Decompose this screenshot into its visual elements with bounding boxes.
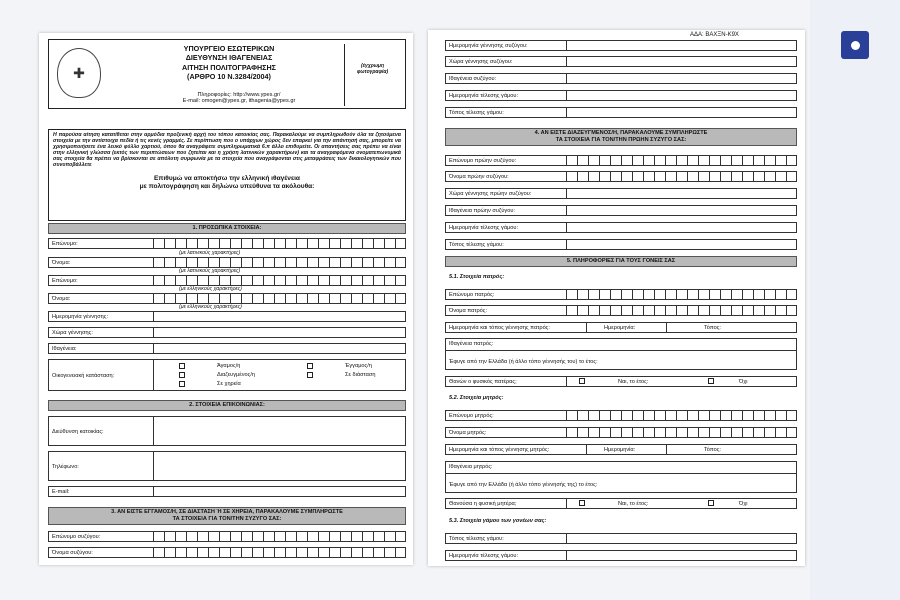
phone-field[interactable] (48, 451, 406, 481)
parents-marriage-date-label: Ημερομηνία τέλεσης γάμου: (449, 553, 518, 559)
section-3-line-1: 3. ΑΝ ΕΙΣΤΕ ΕΓΓΑΜΟΣ/Η, ΣΕ ΔΙΑΣΤΑΣΗ Ή ΣΕ ΧΗΡΕΙΑ, ΠΑΡΑΚΑΛΟΥΜΕ ΣΥΜΠΛΗΡΩΣΤΕ (111, 509, 343, 515)
marriage-date-label: Ημερομηνία τέλεσης γάμου: (449, 93, 518, 99)
spouse-dob-label: Ημερομηνία γέννησης συζύγου: (449, 43, 528, 49)
checkbox-separated[interactable] (307, 372, 313, 378)
email-field[interactable] (48, 486, 406, 497)
mother-subsection: 5.2. Στοιχεία μητρός: (449, 395, 504, 401)
father-nationality-box[interactable] (445, 338, 797, 370)
name-label: Όνομα: (52, 260, 71, 266)
checkbox-widowed[interactable] (179, 381, 185, 387)
mother-nationality-label: Ιθαγένεια μητρός: (449, 464, 493, 470)
directorate-name: ΔΙΕΥΘΥΝΣΗ ΙΘΑΓΕΝΕΙΑΣ (185, 53, 273, 63)
section-3-line-2: ΤΑ ΣΤΟΙΧΕΙΑ ΓΙΑ ΤΟΝ/ΤΗΝ ΣΥΖΥΓΟ ΣΑΣ: (172, 516, 282, 522)
form-title: ΑΙΤΗΣΗ ΠΟΛΙΤΟΓΡΑΦΗΣΗΣ (182, 62, 276, 72)
ex-marriage-place-label: Τόπος τέλεσης γάμου: (449, 242, 504, 248)
option-divorced: Διαζευγμένος/η (217, 372, 256, 378)
father-yes-checkbox[interactable] (579, 378, 585, 384)
father-no-checkbox[interactable] (708, 378, 714, 384)
form-page-2 (428, 30, 805, 566)
header-titles (129, 45, 329, 82)
father-left-label: Έφυγε από την Ελλάδα (ή άλλο τόπο γέννησής του) το έτος: (449, 359, 598, 365)
section-4-line-1: 4. ΑΝ ΕΙΣΤΕ ΔΙΑΖΕΥΓΜΕΝΟΣ/Η, ΠΑΡΑΚΑΛΟΥΜΕ ΣΥΜΠΛΗΡΩΣΤΕ (534, 130, 708, 136)
surname-latin-field[interactable] (48, 238, 406, 249)
marital-status-box (48, 359, 406, 391)
info-url: Πληροφορίες: http://www.ypes.gr/ (197, 92, 281, 98)
greek-note-2: (με ελληνικούς χαρακτήρες) (179, 304, 242, 310)
surname-greek-field[interactable] (48, 275, 406, 286)
ministry-name: ΥΠΟΥΡΓΕΙΟ ΕΣΩΤΕΡΙΚΩΝ (183, 44, 275, 53)
nationality-label: Ιθαγένεια: (52, 346, 77, 352)
law-article: (ΑΡΘΡΟ 10 Ν.3284/2004) (187, 71, 271, 81)
father-dob-place-field[interactable] (445, 322, 797, 333)
ex-marriage-date-field[interactable] (445, 222, 797, 233)
ex-marriage-date-label: Ημερομηνία τέλεσης γάμου: (449, 225, 518, 231)
parents-marriage-date-field[interactable] (445, 550, 797, 561)
mother-yes-checkbox[interactable] (579, 500, 585, 506)
father-deceased-label: Θανών ο φυσικός πατέρας; (449, 379, 517, 385)
instructions-box (48, 129, 406, 221)
father-deceased-field[interactable] (445, 376, 797, 387)
marriage-date-field[interactable] (445, 90, 797, 101)
father-subsection: 5.1. Στοιχεία πατρός: (449, 274, 505, 280)
parents-marriage-subsection: 5.3. Στοιχεία γάμου των γονέων σας: (449, 518, 547, 524)
photo-box: (έγχρωμη φωτογραφία) (344, 44, 400, 106)
contact-info (149, 92, 329, 105)
mother-surname-field[interactable] (445, 410, 797, 421)
option-widowed: Σε χηρεία (217, 381, 241, 387)
ex-country-label: Χώρα γέννησης πρώην συζύγου: (449, 191, 532, 197)
mother-date-label: Ημερομηνία: (604, 447, 636, 453)
mother-yes-label: Ναι, το έτος: (618, 501, 649, 507)
father-yes-label: Ναι, το έτος: (618, 379, 649, 385)
spouse-country-field[interactable] (445, 56, 797, 67)
section-5-title: 5. ΠΛΗΡΟΦΟΡΙΕΣ ΓΙΑ ΤΟΥΣ ΓΟΝΕΙΣ ΣΑΣ (445, 256, 797, 267)
menu-button[interactable] (841, 31, 869, 59)
mother-name-field[interactable] (445, 427, 797, 438)
mother-deceased-label: Θανούσα η φυσική μητέρα; (449, 501, 517, 507)
father-place-label: Τόπος: (704, 325, 721, 331)
mother-deceased-field[interactable] (445, 498, 797, 509)
option-separated: Σε διάσταση (345, 372, 376, 378)
form-header (48, 39, 406, 109)
latin-note-2: (με λατινικούς χαρακτήρες) (179, 268, 241, 274)
mother-no-checkbox[interactable] (708, 500, 714, 506)
father-name-label: Όνομα πατρός: (449, 308, 488, 314)
dob-field[interactable] (48, 311, 406, 322)
ex-marriage-place-field[interactable] (445, 239, 797, 250)
background-panel (810, 0, 900, 600)
birth-country-field[interactable] (48, 327, 406, 338)
mother-nationality-box[interactable] (445, 461, 797, 493)
checkbox-single[interactable] (179, 363, 185, 369)
greek-emblem-icon: ✚ (57, 48, 101, 98)
mother-no-label: Όχι (739, 501, 748, 507)
name-latin-field[interactable] (48, 257, 406, 268)
section-4-line-2: ΤΑ ΣΤΟΙΧΕΙΑ ΓΙΑ ΤΟΝ/ΤΗΝ ΠΡΩΗΝ ΣΥΖΥΓΟ ΣΑΣ: (555, 137, 687, 143)
spouse-name-field[interactable] (48, 547, 406, 558)
birth-country-label: Χώρα γέννησης: (52, 330, 93, 336)
dot-icon (851, 41, 860, 50)
ex-country-field[interactable] (445, 188, 797, 199)
name-greek-field[interactable] (48, 293, 406, 304)
mother-left-label: Έφυγε από την Ελλάδα (ή άλλο τόπο γέννησής της) το έτος: (449, 482, 598, 488)
parents-marriage-place-field[interactable] (445, 533, 797, 544)
option-single: Άγαμος/η (217, 363, 241, 369)
mother-dob-place-field[interactable] (445, 444, 797, 455)
email-label: E-mail: (52, 489, 70, 495)
address-label: Διεύθυνση κατοικίας: (52, 429, 104, 435)
mother-dob-place-label: Ημερομηνία και τόπος γέννησης μητρός: (449, 447, 550, 453)
spouse-country-label: Χώρα γέννησης συζύγου: (449, 59, 513, 65)
greek-note: (με ελληνικούς χαρακτήρες) (179, 286, 242, 292)
spouse-nationality-label: Ιθαγένεια συζύγου: (449, 76, 497, 82)
option-married: Έγγαμος/η (345, 363, 372, 369)
checkbox-divorced[interactable] (179, 372, 185, 378)
spouse-nationality-field[interactable] (445, 73, 797, 84)
ada-code: ΑΔΑ: ΒΑΧΞΝ-Κ9Χ (690, 32, 739, 38)
father-surname-field[interactable] (445, 289, 797, 300)
marital-label: Οικογενειακή κατάσταση: (52, 373, 115, 379)
ex-surname-field[interactable] (445, 155, 797, 166)
section-4-title (445, 128, 797, 146)
ex-surname-label: Επώνυμο πρώην συζύγου: (449, 158, 517, 164)
father-nationality-label: Ιθαγένεια πατρός: (449, 341, 494, 347)
checkbox-married[interactable] (307, 363, 313, 369)
phone-label: Τηλέφωνο: (52, 464, 79, 470)
address-field[interactable] (48, 416, 406, 446)
father-no-label: Όχι (739, 379, 748, 385)
ex-nationality-label: Ιθαγένεια πρώην συζύγου: (449, 208, 515, 214)
spouse-surname-field[interactable] (48, 531, 406, 542)
mother-place-label: Τόπος: (704, 447, 721, 453)
instructions-text: Η παρούσα αίτηση κατατίθεται στην αρμόδια προξενική αρχή του τόπου κατοικίας σας. Παρακαλούμε να συμπληρωθούν όλα τα ζητούμενα στοιχεία με την αντίστοιχα πεδία ή τις κενές γραμμές. Σε περίπτωση που ο υπάρχων χώρος δεν επαρκεί για την απάντησή σας, μπορείτε να χρησιμοποιήσετε ένα λευκό φύλλο χαρτιού, όπου θα αναγράφετε συμπληρωματικά 6.π άλλο επιθυμείτε. Οι απαντήσεις σας πρέπει να είναι στην ελληνική γλώσσα (εκτός των περιπτώσεων που ζητείται και η χρήση λατινικών χαρακτήρων) και τα αναγραφόμενα ονοματεπωνυμικά σας στοιχεία θα πρέπει να βρίσκονται σε απόλυτη συμφωνία με τα στοιχεία που αναγράφονται στις μεταφράσεις των δικαιολογητικών που συνυποβάλλετε (53, 132, 401, 168)
parents-marriage-place-label: Τόπος τέλεσης γάμου: (449, 536, 504, 542)
form-page-1 (39, 33, 413, 565)
marriage-place-label: Τόπος τέλεσης γάμου: (449, 110, 504, 116)
nationality-field[interactable] (48, 343, 406, 354)
father-dob-place-label: Ημερομηνία και τόπος γέννησης πατρός: (449, 325, 550, 331)
father-surname-label: Επώνυμο πατρός: (449, 292, 495, 298)
surname-label: Επώνυμο: (52, 241, 78, 247)
dob-label: Ημερομηνία γέννησης: (52, 314, 109, 320)
ex-name-field[interactable] (445, 171, 797, 182)
request-line-1: Επιθυμώ να αποκτήσω την ελληνική ιθαγένεια (154, 174, 300, 182)
surname-label-2: Επώνυμο: (52, 278, 78, 284)
spouse-surname-label: Επώνυμο συζύγου: (52, 534, 101, 540)
mother-name-label: Όνομα μητρός: (449, 430, 487, 436)
spouse-name-label: Όνομα συζύγου: (52, 550, 93, 556)
section-1-title: 1. ΠΡΟΣΩΠΙΚΑ ΣΤΟΙΧΕΙΑ: (48, 223, 406, 234)
marriage-place-field[interactable] (445, 107, 797, 118)
latin-note: (με λατινικούς χαρακτήρες) (179, 250, 241, 256)
spouse-dob-field[interactable] (445, 40, 797, 51)
ex-nationality-field[interactable] (445, 205, 797, 216)
mother-surname-label: Επώνυμο μητρός: (449, 413, 494, 419)
section-3-title (48, 507, 406, 525)
section-2-title: 2. ΣΤΟΙΧΕΙΑ ΕΠΙΚΟΙΝΩΝΙΑΣ: (48, 400, 406, 411)
info-email: E-mail: omogen@ypes.gr, ithagenia@ypes.gr (182, 98, 296, 105)
ex-name-label: Όνομα πρώην συζύγου: (449, 174, 509, 180)
name-label-2: Όνομα: (52, 296, 71, 302)
request-line-2: με πολιτογράφηση και δηλώνω υπεύθυνα τα ακόλουθα: (139, 183, 315, 191)
father-name-field[interactable] (445, 305, 797, 316)
father-date-label: Ημερομηνία: (604, 325, 636, 331)
